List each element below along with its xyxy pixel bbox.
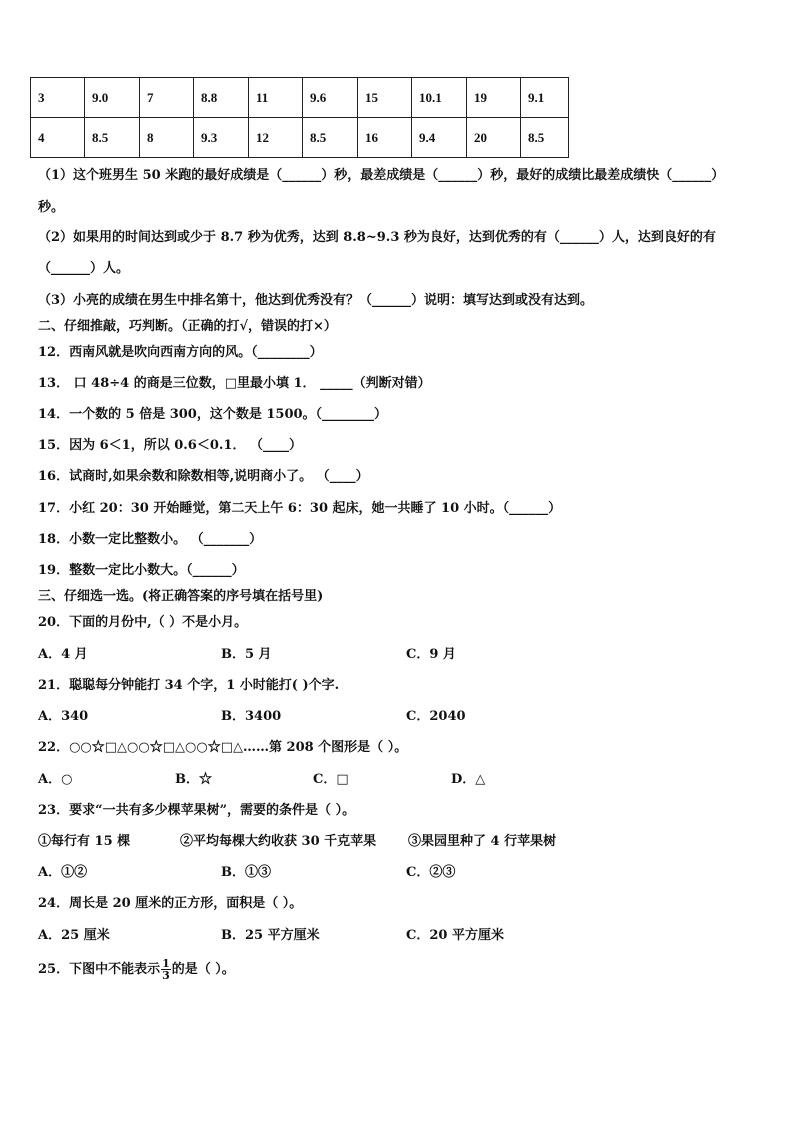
question-23-option-b: B．①③ (221, 865, 271, 880)
table-cell: 10.1 (412, 78, 467, 118)
question-24-option-a: A．25 厘米 (38, 928, 110, 943)
question-20-option-a: A．4 月 (38, 647, 88, 662)
table-cell: 8.5 (521, 118, 569, 158)
question-21-stem: 21．聪聪每分钟能打 34 个字，1 小时能打( )个字. (38, 678, 340, 693)
fraction-denominator: 3 (162, 969, 170, 982)
question-22-option-b: B．☆ (175, 772, 212, 787)
question-17: 17．小红 20：30 开始睡觉，第二天上午 6：30 起床，她一共睡了 10 小时。（______） (38, 501, 562, 516)
table-row (31, 118, 569, 158)
question-22-option-d: D．△ (451, 772, 486, 787)
question-22-option-a: A．○ (38, 772, 73, 787)
table-cell: 9.3 (194, 118, 249, 158)
question-16: 16．试商时,如果余数和除数相等,说明商小了。 （____） (38, 469, 369, 484)
table-cell: 3 (31, 78, 85, 118)
table-cell: 8.8 (194, 78, 249, 118)
table-cell: 4 (31, 118, 85, 158)
question-23-condition-1: ①每行有 15 棵 (38, 834, 131, 849)
fraction-numerator: 1 (162, 957, 170, 970)
question-18: 18．小数一定比整数小。 （_______） (38, 532, 263, 547)
question-19: 19．整数一定比小数大。（______） (38, 563, 245, 578)
question-13: 13． 口 48÷4 的商是三位数，□里最小填 1． _____（判断对错） (38, 376, 431, 391)
table-cell: 19 (467, 78, 521, 118)
table-cell: 9.4 (412, 118, 467, 158)
section-3-heading: 三、仔细选一选。(将正确答案的序号填在括号里) (38, 589, 324, 604)
question-25-stem-prefix: 25．下图中不能表示 (38, 962, 161, 977)
question-25-stem (38, 958, 235, 981)
question-23-option-c: C．②③ (406, 865, 456, 880)
table-cell: 8.5 (85, 118, 140, 158)
table-cell: 9.1 (521, 78, 569, 118)
question-11-part-1-line-2: 秒。 (38, 200, 65, 215)
question-11-part-2-line-1: （2）如果用的时间达到或少于 8.7 秒为优秀，达到 8.8~9.3 秒为良好，达到优秀的有（______）人，达到良好的有 (38, 230, 716, 245)
table-cell: 8 (140, 118, 194, 158)
question-20-option-b: B．5 月 (221, 647, 272, 662)
question-21-option-c: C．2040 (406, 709, 466, 724)
table-cell: 15 (358, 78, 412, 118)
question-24-stem: 24．周长是 20 厘米的正方形，面积是（ ）。 (38, 896, 303, 911)
table-cell: 8.5 (303, 118, 358, 158)
table-cell: 9.0 (85, 78, 140, 118)
question-15: 15．因为 6＜1，所以 0.6＜0.1． （____） (38, 438, 302, 453)
table-cell: 20 (467, 118, 521, 158)
table-cell: 11 (249, 78, 303, 118)
question-20-stem: 20．下面的月份中,（ ）不是小月。 (38, 615, 248, 630)
question-21-option-b: B．3400 (221, 709, 282, 724)
question-11-part-3: （3）小亮的成绩在男生中排名第十，他达到优秀没有？（______）说明：填写达到或没有达到。 (38, 293, 594, 308)
table-cell: 16 (358, 118, 412, 158)
question-23-condition-2: ②平均每棵大约收获 30 千克苹果 (180, 834, 377, 849)
question-21-option-a: A．340 (38, 709, 89, 724)
table-cell: 7 (140, 78, 194, 118)
table-row (31, 78, 569, 118)
fraction-one-third (161, 958, 171, 981)
question-23-condition-3: ③果园里种了 4 行苹果树 (408, 834, 557, 849)
table-cell: 9.6 (303, 78, 358, 118)
question-22-stem: 22．○○☆□△○○☆□△○○☆□△……第 208 个图形是（ ）。 (38, 740, 408, 755)
table-cell: 12 (249, 118, 303, 158)
question-20-option-c: C．9 月 (406, 647, 456, 662)
section-2-heading: 二、仔细推敲，巧判断。（正确的打√，错误的打×） (38, 319, 337, 334)
question-11-part-2-line-2: （______）人。 (38, 261, 130, 276)
question-12: 12．西南风就是吹向西南方向的风。（________） (38, 345, 323, 360)
question-24-option-c: C．20 平方厘米 (406, 928, 504, 943)
score-table (30, 77, 569, 158)
question-23-option-a: A．①② (38, 865, 88, 880)
question-14: 14．一个数的 5 倍是 300，这个数是 1500。（________） (38, 407, 388, 422)
question-24-option-b: B．25 平方厘米 (221, 928, 320, 943)
question-22-option-c: C．□ (313, 772, 349, 787)
question-23-stem: 23．要求“一共有多少棵苹果树”，需要的条件是（ ）。 (38, 803, 356, 818)
question-11-part-1-line-1: （1）这个班男生 50 米跑的最好成绩是（______）秒，最差成绩是（______）秒，最好的成绩比最差成绩快（______） (38, 168, 725, 183)
question-25-stem-suffix: 的是（ ）。 (171, 962, 235, 977)
